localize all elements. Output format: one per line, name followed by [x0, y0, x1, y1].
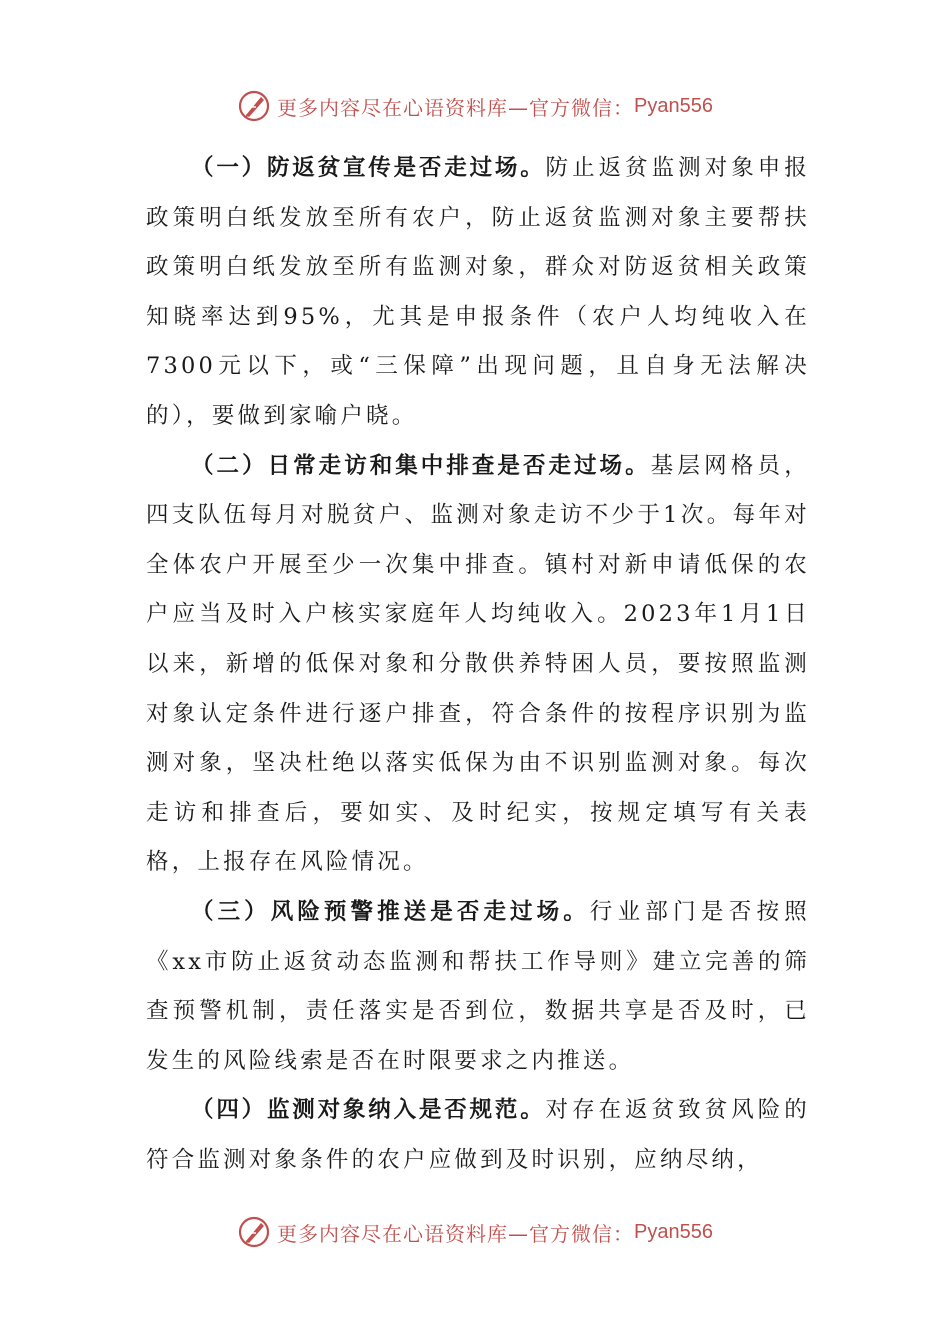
watermark-handle: Pyan556 [634, 94, 713, 117]
section-body-1: 防止返贫监测对象申报政策明白纸发放至所有农户，防止返贫监测对象主要帮扶政策明白纸发放至所有监测对象，群众对防返贫相关政策知晓率达到95%，尤其是申报条件（农户人均纯收入在7300元以下，或“三保障”出现问题，且自身无法解决的），要做到家喻户晓。 [146, 155, 810, 429]
watermark-banner-bottom [0, 1212, 950, 1252]
section-paragraph-1 [146, 144, 810, 442]
document-body [146, 144, 810, 1185]
section-paragraph-4 [146, 1086, 810, 1185]
section-paragraph-3 [146, 888, 810, 1086]
section-body-4: 对存在返贫致贫风险的符合监测对象条件的农户应做到及时识别，应纳尽纳， [146, 1097, 810, 1173]
quill-logo-icon [237, 89, 271, 123]
watermark-banner-top [0, 86, 950, 126]
section-paragraph-2 [146, 442, 810, 888]
section-heading-3: （三）风险预警推送是否走过场。 [191, 898, 590, 925]
section-heading-4: （四）监测对象纳入是否规范。 [191, 1097, 546, 1124]
watermark-text: 更多内容尽在心语资料库—官方微信： [277, 1221, 635, 1246]
section-heading-2: （二）日常走访和集中排查是否走过场。 [191, 452, 651, 479]
watermark-handle: Pyan556 [634, 1220, 713, 1243]
section-heading-1: （一）防返贫宣传是否走过场。 [191, 155, 546, 181]
watermark-text: 更多内容尽在心语资料库—官方微信： [277, 95, 635, 120]
section-body-3: 行业部门是否按照《xx市防止返贫动态监测和帮扶工作导则》建立完善的筛查预警机制，责任落实是否到位，数据共享是否及时，已发生的风险线索是否在时限要求之内推送。 [146, 898, 810, 1074]
section-body-2: 基层网格员，四支队伍每月对脱贫户、监测对象走访不少于1次。每年对全体农户开展至少一次集中排查。镇村对新申请低保的农户应当及时入户核实家庭年人均纯收入。2023年1月1日以来，新增的低保对象和分散供养特困人员，要按照监测对象认定条件进行逐户排查，符合条件的按程序识别为监测对象，坚决杜绝以落实低保为由不识别监测对象。每次走访和排查后，要如实、及时纪实，按规定填写有关表格，上报存在风险情况。 [146, 452, 810, 876]
quill-logo-icon [237, 1215, 271, 1249]
